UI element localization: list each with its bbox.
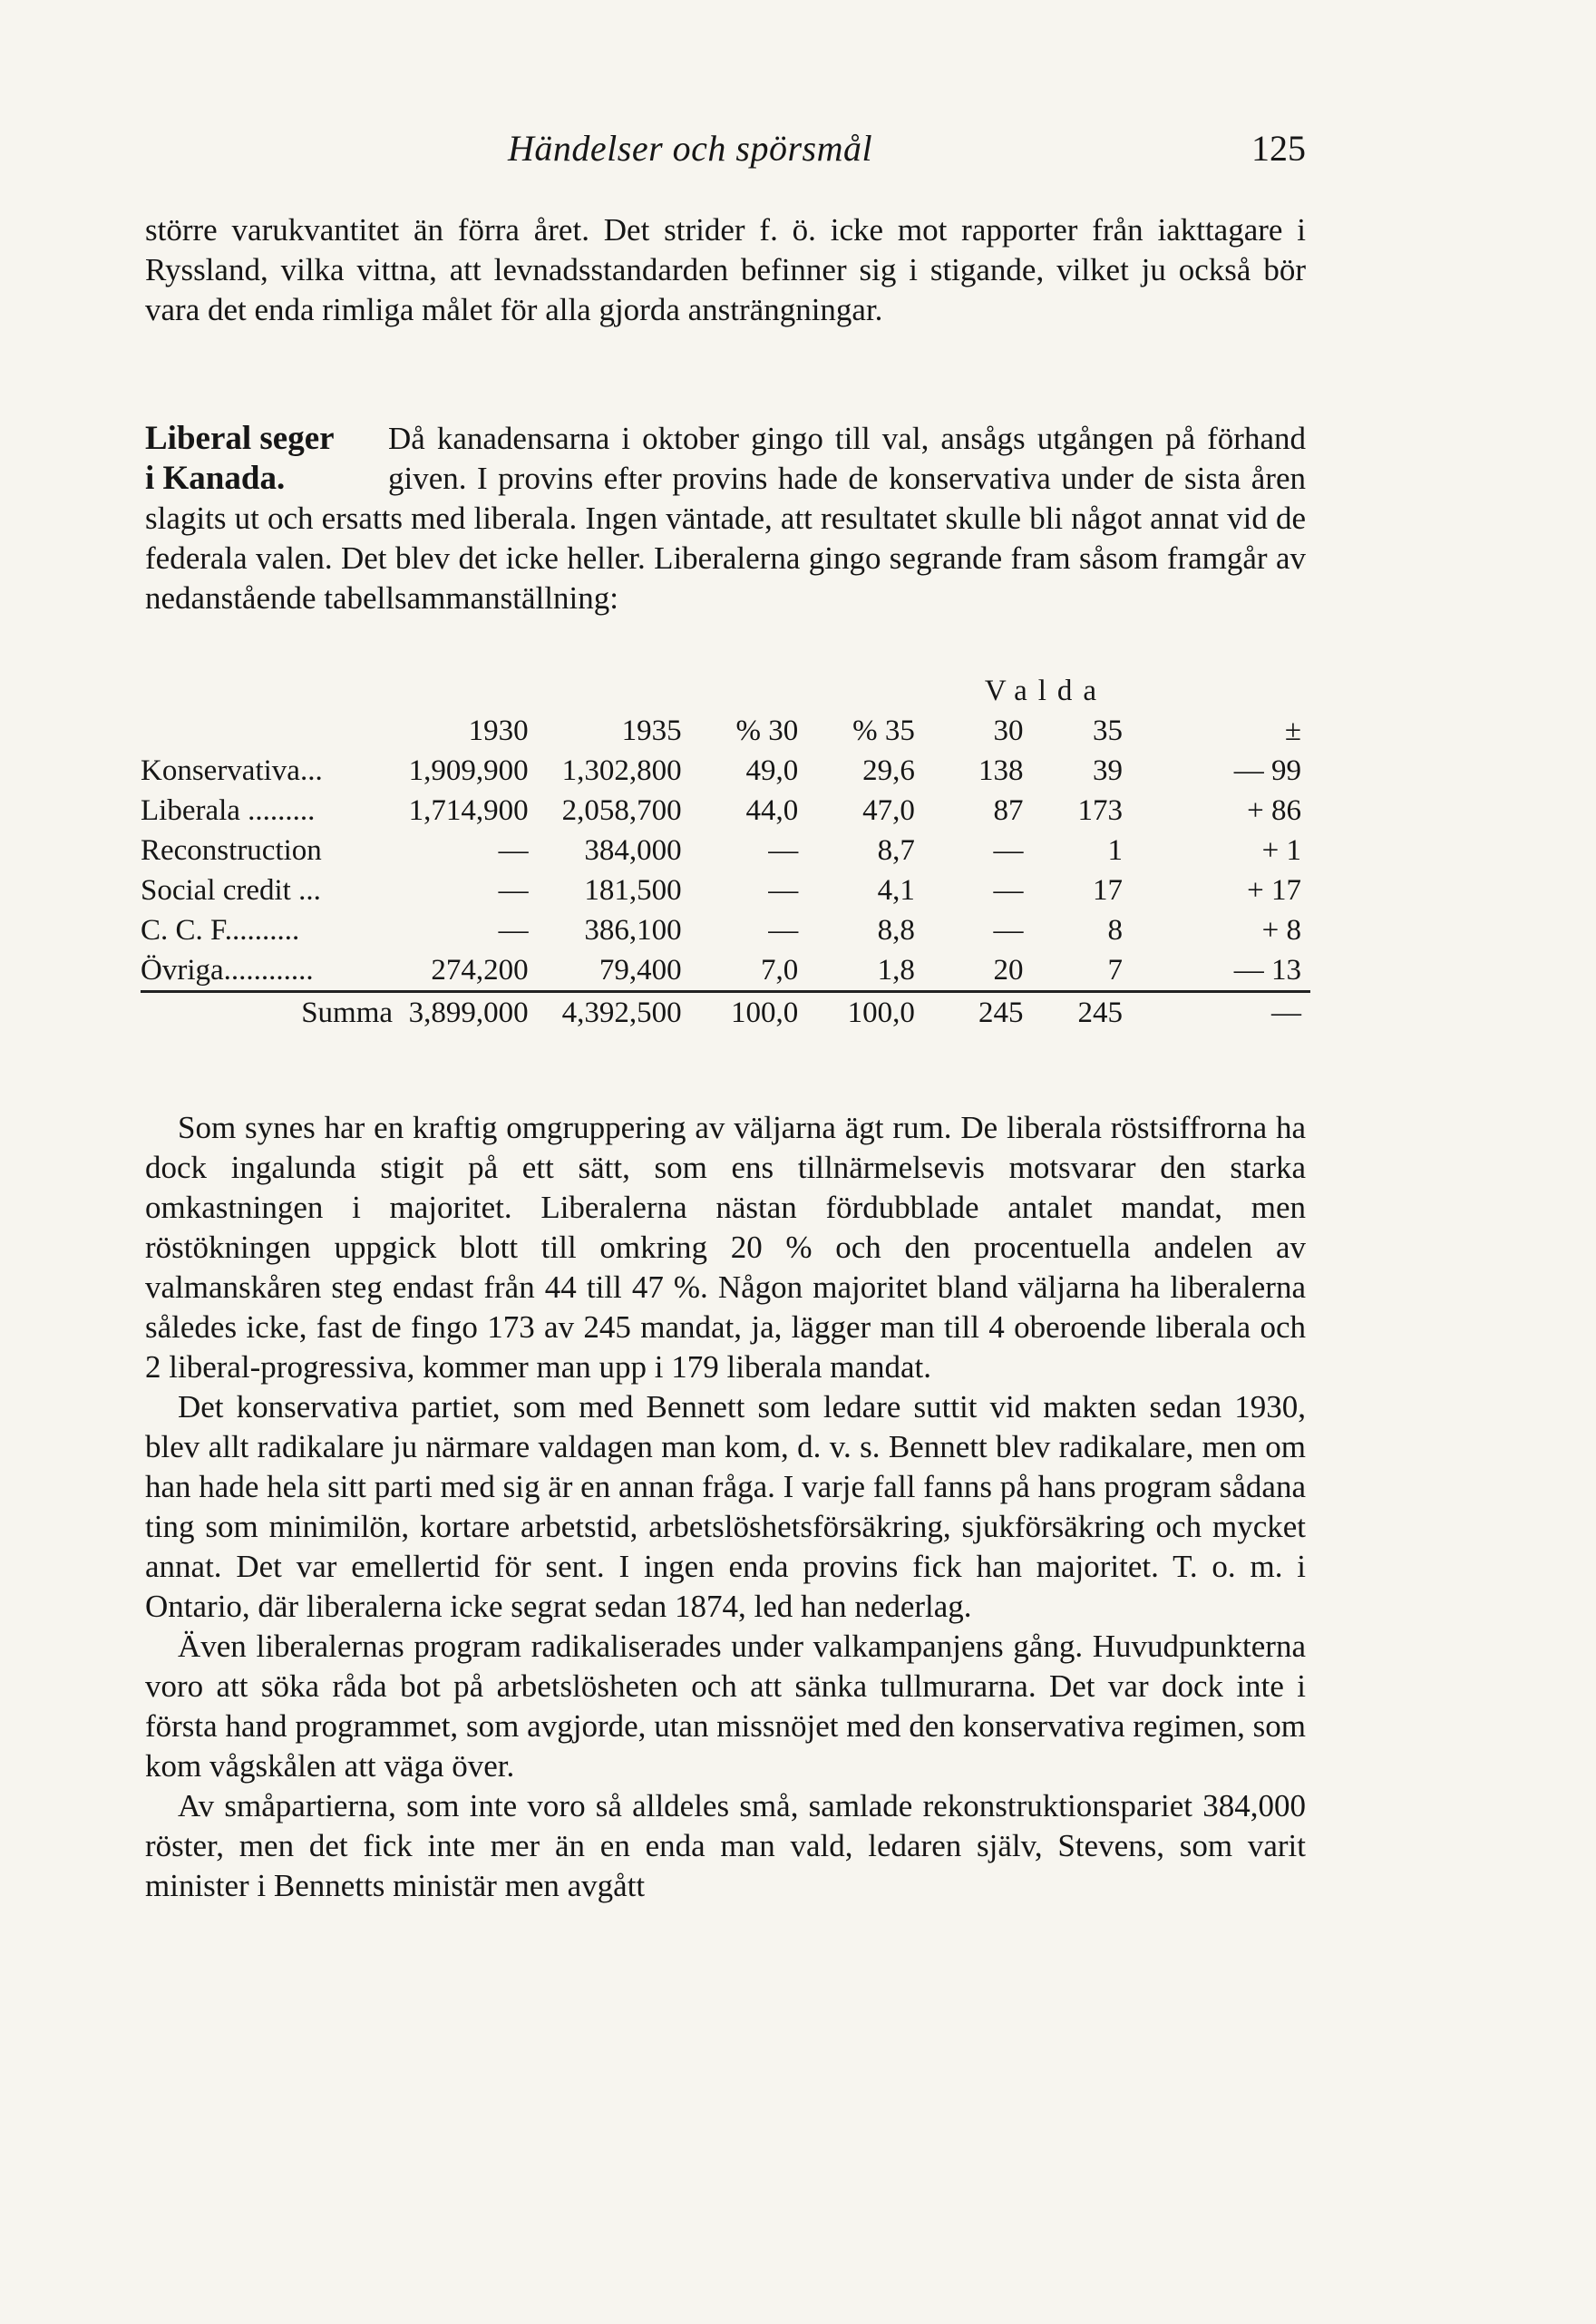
votes-1930: — xyxy=(498,833,529,867)
party-name: Reconstruction xyxy=(141,833,322,867)
page-number: 125 xyxy=(1251,128,1306,169)
seats-diff: + 1 xyxy=(1261,833,1301,867)
pct-1930: 44,0 xyxy=(745,793,799,827)
votes-1935: 386,100 xyxy=(584,913,682,947)
summa-1935: 4,392,500 xyxy=(561,996,682,1029)
pct-1930: — xyxy=(768,833,799,867)
pct-1930: 49,0 xyxy=(745,754,799,787)
votes-1930: 1,909,900 xyxy=(408,754,529,787)
col-header-seats30: 30 xyxy=(993,714,1024,747)
page-header xyxy=(145,127,1306,181)
party-name: Social credit ... xyxy=(141,873,321,907)
seats-1935: 7 xyxy=(1023,950,1123,992)
pct-1930: — xyxy=(768,873,799,907)
pct-1935: 4,1 xyxy=(877,873,915,907)
seats-diff: + 17 xyxy=(1247,873,1301,907)
summa-seats-1930: 245 xyxy=(978,996,1024,1029)
section-body: Då kanadensarna i oktober gingo till val, ansågs utgången på förhand given. I provins efter provins hade de konservativa under de sista åren slagits ut och ersatts med liberala. Ingen väntade, att resultatet skulle bli något annat vid de federala valen. Det blev det icke heller. Liberalerna gingo segrande fram såsom framgår av nedanstående tabellsammanställning: xyxy=(145,421,1306,616)
intro-paragraph: större varukvantitet än förra året. Det strider f. ö. icke mot rapporter från iakttagare i Ryssland, vilka vittna, att levnadsstandarden befinner sig i stigande, vilket ju också bör vara det enda rimliga målet för alla gjorda ansträngningar. xyxy=(145,212,1306,327)
table-row xyxy=(141,831,1310,870)
election-results-table xyxy=(141,671,1310,1033)
col-header-pct35: % 35 xyxy=(852,714,915,747)
seats-1935: 39 xyxy=(1093,754,1124,787)
table-row xyxy=(141,910,1310,950)
pct-1935: 47,0 xyxy=(862,793,915,827)
seats-diff: — 13 xyxy=(1123,950,1310,992)
table-summa-row xyxy=(141,992,1310,1034)
seats-1935: 1 xyxy=(1107,833,1124,867)
votes-1930: — xyxy=(498,913,529,947)
summa-seats-1935: 245 xyxy=(1077,996,1124,1029)
col-header-pct30: % 30 xyxy=(735,714,799,747)
pct-1930: — xyxy=(768,913,799,947)
paragraph: Det konservativa partiet, som med Bennett som ledare suttit vid makten sedan 1930, blev allt radikalare ju närmare valdagen man kom, d. v. s. Bennett blev radikalare, men om han hade hela sitt parti med sig är en annan fråga. I varje fall fanns på hans program sådana ting som minimilön, kortare arbetstid, arbetslöshetsförsäkring, sjukförsäkring och mycket annat. Det var emellertid för sent. I ingen enda provins fick han majoritet. T. o. m. i Ontario, där liberalerna icke segrat sedan 1874, led han nederlag. xyxy=(145,1389,1306,1624)
running-head: Händelser och spörsmål xyxy=(508,128,873,169)
col-header-diff: ± xyxy=(1284,714,1301,747)
party-name: Liberala ......... xyxy=(141,793,316,827)
valda-label: Valda xyxy=(984,674,1108,707)
votes-1935: 2,058,700 xyxy=(561,793,682,827)
section-liberal-seger xyxy=(145,419,1306,618)
votes-1930: — xyxy=(498,873,529,907)
col-header-seats35: 35 xyxy=(1093,714,1124,747)
seats-1930: 138 xyxy=(978,754,1024,787)
seats-diff: — 99 xyxy=(1233,754,1301,787)
votes-1935: 1,302,800 xyxy=(561,754,682,787)
table-row xyxy=(141,870,1310,910)
side-heading-line-2: i Kanada. xyxy=(145,460,286,497)
table-row xyxy=(141,950,1310,992)
seats-1930: — xyxy=(993,833,1024,867)
seats-1935: 17 xyxy=(1093,873,1124,907)
paragraph: Även liberalernas program radikaliserades under valkampanjens gång. Huvudpunkterna voro att söka råda bot på arbetslösheten och att sänka tullmurarna. Det var dock inte i första hand programmet, som avgjorde, utan missnöjet med den konservativa regimen, som kom vågskålen att väga över. xyxy=(145,1629,1306,1784)
summa-label: Summa xyxy=(301,996,394,1029)
pct-1935: 29,6 xyxy=(862,754,915,787)
votes-1935: 384,000 xyxy=(584,833,682,867)
party-name: Konservativa... xyxy=(141,754,323,787)
body-text xyxy=(145,1108,1306,1906)
side-heading xyxy=(145,419,388,499)
col-header-1935: 1935 xyxy=(621,714,682,747)
pct-1935: 8,8 xyxy=(877,913,915,947)
pct-1930: 7,0 xyxy=(682,950,799,992)
votes-1935: 79,400 xyxy=(529,950,682,992)
seats-1930: 87 xyxy=(993,793,1024,827)
seats-diff: + 86 xyxy=(1247,793,1301,827)
paragraph: Som synes har en kraftig omgruppering av väljarna ägt rum. De liberala röstsiffrorna ha dock ingalunda stigit på ett sätt, som ens tillnärmelsevis motsvarar den starka omkastningen i majoritet. Liberalerna nästan fördubblade antalet mandat, men röstökningen uppgick blott till omkring 20 % och den procentuella andelen av valmanskåren steg endast från 44 till 47 %. Någon majoritet bland väljarna ha liberalerna således icke, fast de fingo 173 av 245 mandat, ja, lägger man till 4 oberoende liberala och 2 liberal-progressiva, kommer man upp i 179 liberala mandat. xyxy=(145,1110,1306,1385)
party-name: C. C. F.......... xyxy=(141,913,300,947)
votes-1930: 1,714,900 xyxy=(408,793,529,827)
summa-diff: — xyxy=(1271,996,1301,1029)
col-header-1930: 1930 xyxy=(468,714,529,747)
table-header-row xyxy=(141,711,1310,751)
seats-1935: 8 xyxy=(1107,913,1124,947)
pct-1935: 8,7 xyxy=(877,833,915,867)
seats-1935: 173 xyxy=(1077,793,1124,827)
table-row xyxy=(141,751,1310,791)
table-valda-row xyxy=(141,671,1310,711)
seats-1930: — xyxy=(993,873,1024,907)
seats-1930: 20 xyxy=(915,950,1024,992)
table-row xyxy=(141,791,1310,831)
seats-diff: + 8 xyxy=(1261,913,1301,947)
pct-1935: 1,8 xyxy=(798,950,915,992)
party-name: Övriga............ xyxy=(141,950,393,992)
side-heading-line-1: Liberal seger xyxy=(145,420,335,457)
summa-1930: 3,899,000 xyxy=(408,996,529,1029)
summa-pct-1935: 100,0 xyxy=(847,996,915,1029)
summa-pct-1930: 100,0 xyxy=(731,996,799,1029)
paragraph: Av småpartierna, som inte voro så alldeles små, samlade rekonstruktionspariet 384,000 röster, men det fick inte mer än en enda man vald, ledaren själv, Stevens, som varit minister i Bennetts ministär men avgått xyxy=(145,1788,1306,1903)
votes-1930: 274,200 xyxy=(393,950,529,992)
votes-1935: 181,500 xyxy=(584,873,682,907)
seats-1930: — xyxy=(993,913,1024,947)
